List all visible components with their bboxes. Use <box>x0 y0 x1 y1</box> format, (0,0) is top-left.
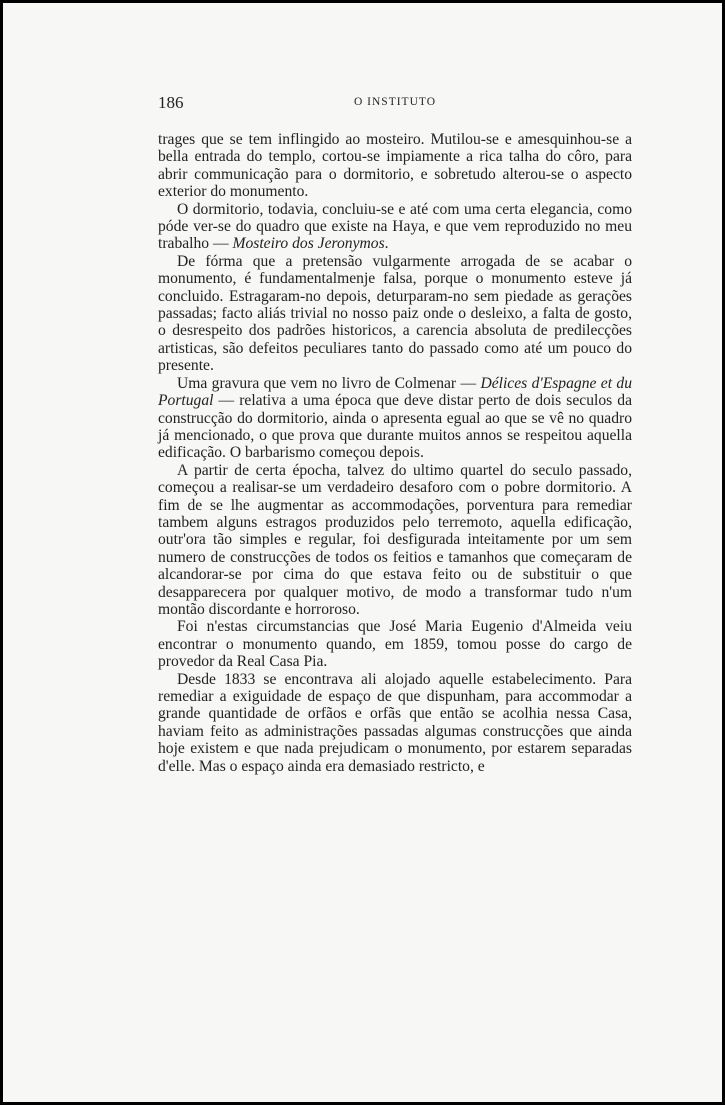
page-header <box>158 93 632 115</box>
book-title-italic: Mosteiro dos Jeronymos <box>232 235 385 253</box>
paragraph <box>158 618 632 670</box>
text-segment: O dormitorio, todavia, concluiu-se e até com uma certa elegancia, como póde ver-se do quadro que existe na Haya, e que vem reproduzido no meu trabalho — <box>158 200 632 253</box>
text-segment: . <box>384 235 389 253</box>
book-page <box>3 3 722 1102</box>
paragraph <box>158 671 632 775</box>
text-segment: Uma gravura que vem no livro de Colmenar — <box>177 374 481 392</box>
paragraph <box>158 253 632 375</box>
text-segment: Desde 1833 se encontrava ali alojado aquelle estabelecimento. Para remediar a exiguidade de espaço de que dispunham, para accommodar a grande quantidade de orfãos e orfãs que então se acolhia nessa Casa, haviam feito as administrações passadas algumas construcções que ainda hoje existem e que nada prejudicam o monumento, por estarem separadas d'elle. Mas o espaço ainda era demasiado restricto, e <box>158 670 632 775</box>
book-title-italic: Délices d'Espagne et du Portugal <box>158 374 632 410</box>
paragraph-continuation <box>158 131 632 201</box>
paragraph <box>158 201 632 253</box>
text-segment: — relativa a uma época que deve distar perto de dois seculos da construcção do dormitorio, ainda o apresenta egual ao que se vê no quadro já mencionado, o que prova que durante muitos annos se respeitou aquella edificação. O barbarismo começou depois. <box>158 392 632 462</box>
running-head: O INSTITUTO <box>353 96 437 108</box>
text-segment: De fórma que a pretensão vulgarmente arrogada de se acabar o monumento, é fundamentalmenje falsa, porque o monumento esteve já concluido. Estragaram-no depois, deturparam-no sem piedade as gerações passadas; facto aliás trivial no nosso paiz onde o desleixo, a falta de gosto, o desrespeito dos padrões historicos, a carencia absoluta de predilecções artisticas, são defeitos peculiares tanto do passado como até um pouco do presente. <box>158 252 632 375</box>
text-segment: A partir de certa épocha, talvez do ultimo quartel do seculo passado, começou a realisar-se um verdadeiro desaforo com o pobre dormitorio. A fim de se lhe augmentar as accommodações, porventura para remediar tambem alguns estragos produzidos pelo terremoto, aquella edificação, outr'ora tão simples e regular, foi desfigurada inteitamente por um sem numero de construcções de todos os feitios e tamanhos que começaram de alcandorar-se por cima do que estava feito ou de substituir o que desapparecera por qualquer motivo, de modo a transformar tudo n'um montão discordante e horroroso. <box>158 461 632 618</box>
text-segment: Foi n'estas circumstancias que José Maria Eugenio d'Almeida veiu encontrar o monumento quando, em 1859, tomou posse do cargo de provedor da Real Casa Pia. <box>158 618 632 671</box>
text-segment: trages que se tem inflingido ao mosteiro. Mutilou-se e amesquinhou-se a bella entrada do templo, cortou-se impiamente a rica talha do côro, para abrir communicação para o dormitorio, e sobretudo alterou-se o aspecto exterior do monumento. <box>158 131 632 201</box>
paragraph <box>158 462 632 619</box>
paragraph <box>158 375 632 462</box>
body-text <box>158 131 632 775</box>
page-number: 186 <box>158 93 184 112</box>
